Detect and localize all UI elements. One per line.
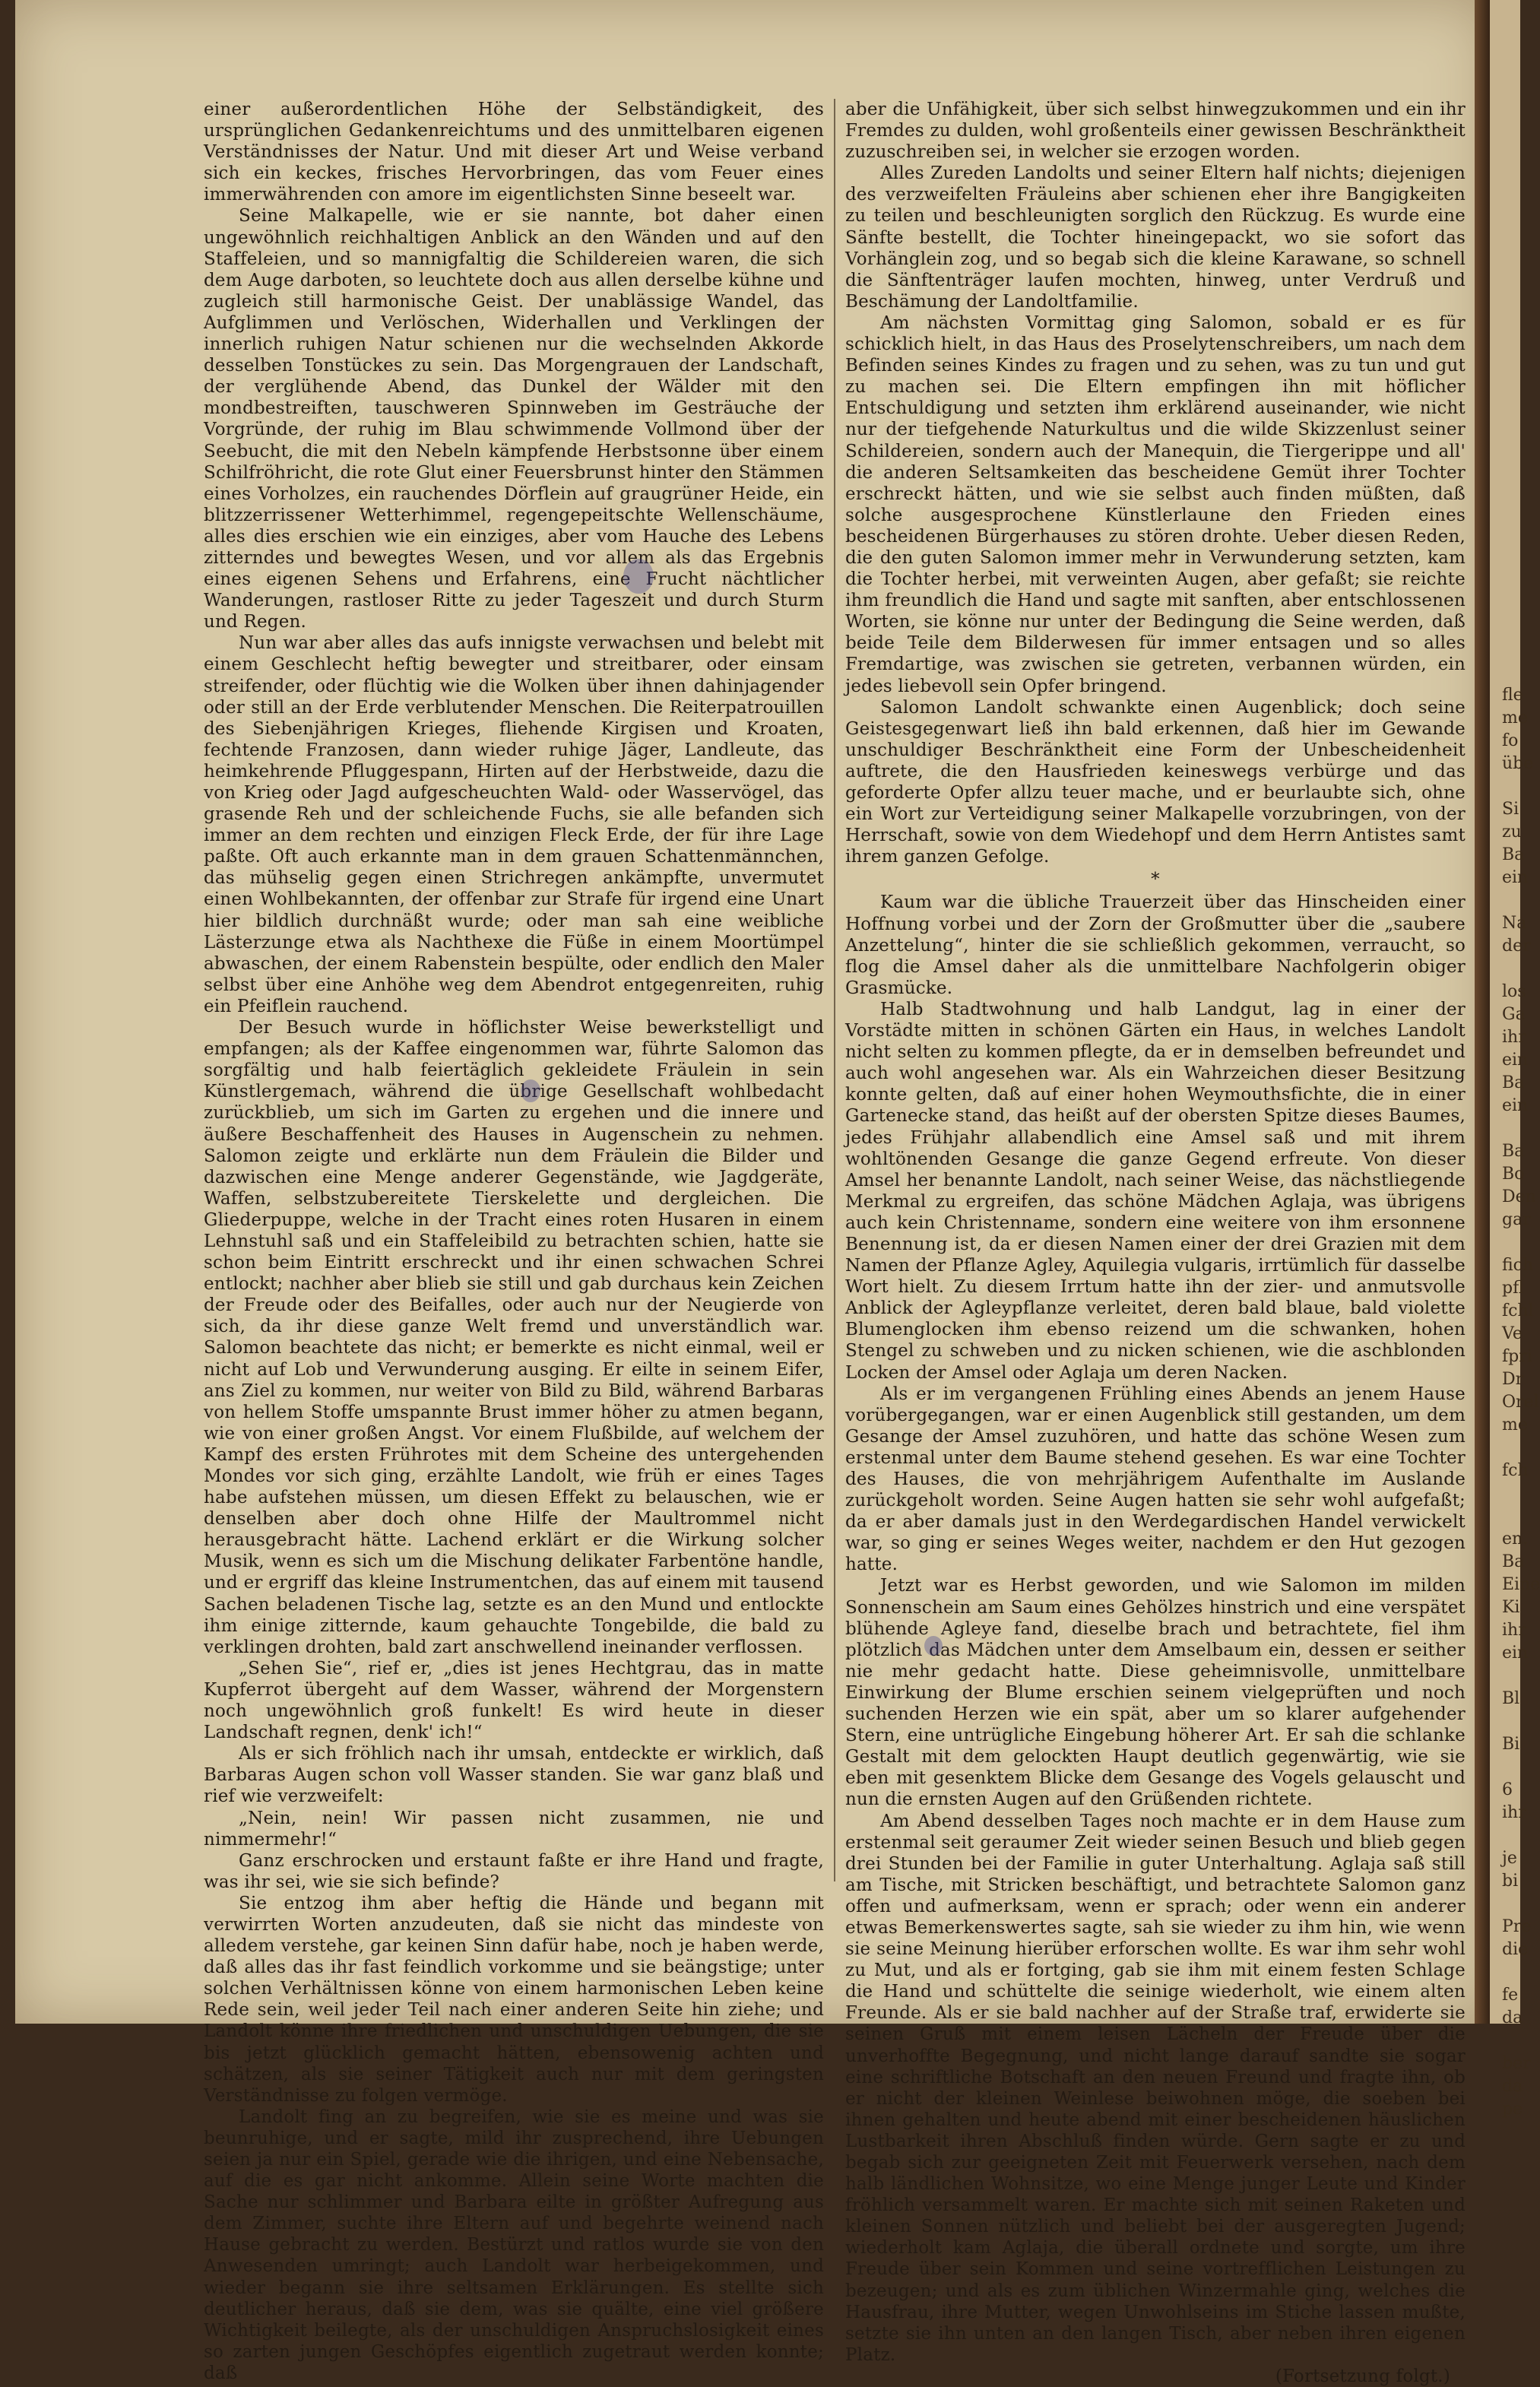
paragraph: Am nächsten Vormittag ging Salomon, sobald er es für schicklich hielt, in das Haus des Proselytenschreibers, um nach dem Befinden seines Kindes zu fragen und zu sehen, was zu tun und gut zu machen sei. Die Eltern empfingen ihn mit höflicher Entschuldigung und setzten ihm erklärend auseinander, wie nicht nur der tiefgehende Naturkultus und die wilde Skizzenlust seiner Schildereien, sondern auch der Manequin, die Tiergerippe und all' die anderen Seltsamkeiten das bescheidene Gemüt ihrer Tochter erschreckt hätten, und wie sie selbst auch finden müßten, daß solche ausgesprochene Künstlerlaune den Frieden eines bescheidenen Bürgerhauses zu stören drohte. Ueber diesen Reden, die den guten Salomon immer mehr in Verwunderung setzten, kam die Tochter herbei, mit verweinten Augen, aber gefaßt; sie reichte ihm freundlich die Hand und sagte mit sanften, aber entschlossenen Worten, sie könne nur unter der Bedingung die Seine werden, daß beide Teile dem Bilderwesen für immer entsagen und so alles Fremdartige, was zwischen sie getreten, verbannen würden, ein jedes liebevoll sein Opfer bringend. — [845, 312, 1466, 696]
next-page-fragment: fle — [1502, 686, 1523, 705]
next-page-fragment: Pre — [1502, 1917, 1532, 1936]
next-page-fragment — [1496, 775, 1520, 798]
next-page-fragment: Bo — [1502, 1165, 1525, 1184]
next-page-fragment: ein — [1502, 1644, 1529, 1663]
next-page-fragment: Ve — [1502, 1324, 1523, 1343]
next-page-fragment: da — [1502, 2077, 1523, 2096]
next-page-fragment: je — [1502, 1849, 1517, 1868]
next-page-fragment: ihr — [1502, 1028, 1526, 1047]
next-page-fragment — [1496, 1756, 1520, 1779]
next-page-fragment: fpri — [1502, 1347, 1532, 1366]
next-page-fragment — [1496, 1505, 1520, 1528]
ink-stain — [924, 1636, 943, 1656]
next-page-fragment — [1496, 1232, 1520, 1254]
next-page-fragment: fchl — [1502, 1301, 1534, 1320]
next-page-fragment: 6 — [1502, 1780, 1513, 1799]
next-page-fragment: fo — [1502, 731, 1519, 750]
next-page-fragment: Bl — [1502, 1689, 1520, 1708]
next-page-fragment — [1496, 1437, 1520, 1460]
paragraph: aber die Unfähigkeit, über sich selbst hinwegzukommen und ein ihr Fremdes zu dulden, wohl großenteils einer gewissen Beschränktheit zuzuschreiben sei, in welcher sie erzogen worden. — [845, 100, 1466, 163]
adjacent-page-edge — [1490, 0, 1540, 2119]
next-page-fragment: Bi — [1502, 1735, 1520, 1754]
next-page-fragment: der — [1502, 937, 1531, 956]
next-page-fragment: ihr — [1502, 1803, 1526, 1822]
section-separator: * — [1151, 870, 1160, 890]
next-page-fragment: ein — [1502, 1051, 1529, 1070]
next-page-fragment: Ba — [1502, 1073, 1525, 1092]
next-page-fragment — [1496, 1893, 1520, 1916]
next-page-fragment: ber — [1502, 2054, 1531, 2073]
next-page-fragment — [1496, 889, 1520, 912]
paragraph: Nun war aber alles das aufs innigste verwachsen und belebt mit einem Geschlecht heftig bewegter und streitbarer, oder einsam streifender, oder flüchtig wie die Wolken über ihnen dahinjagender oder still an der Erde verblutender Menschen. Die Reiterpatrouillen des Siebenjährigen Krieges, fliehende Kirgisen und Kroaten, fechtende Franzosen, dann wieder ruhige Jäger, Landleute, das heimkehrende Pfluggespann, Hirten auf der Herbstweide, dazu die von Krieg oder Jagd aufgescheuchten Wald- oder Wasservögel, das grasende Reh und der schleichende Fuchs, sie alle befanden sich immer an dem rechten und einzigen Fleck Erde, der für ihre Lage paßte. Oft auch erkannte man in dem grauen Schattenmännchen, das mühselig gegen einen Strichregen ankämpfte, unvermutet einen Wohlbekannten, der offenbar zur Strafe für irgend eine Unart hier bildlich durchnäßt wurde; oder man sah eine weibliche Lästerzunge etwa als Nachthexe die Füße in einem Moortümpel abwaschen, der einem Rabenstein bespülte, oder endlich den Maler selbst über eine Anhöhe weg dem Abendrot entgegenreiten, ruhig ein Pfeiflein rauchend. — [204, 633, 824, 1016]
next-page-fragment: ein — [1502, 1096, 1529, 1115]
next-page-fragment: los — [1502, 982, 1526, 1001]
next-page-fragment: übe — [1502, 754, 1534, 773]
paragraph: Sie entzog ihm aber heftig die Hände und begann mit verwirrten Worten anzudeuten, daß sie nicht das mindeste von alledem verstehe, gar keinen Sinn dafür habe, noch je haben werde, daß alles das ihr fast feindlich vorkomme und sie beängstige; unter solchen Verhältnissen könne von einem harmonischen Leben keine Rede sein, weil jeder Teil nach einer anderen Seite hin ziehe; und Landolt könne ihre friedlichen und unschuldigen Uebungen, die sie bis jetzt glücklich gemacht hätten, ebensowenig achten und schätzen, als sie seiner Tätigkeit auch nur mit dem geringsten Verständnisse zu folgen vermöge. — [204, 1893, 824, 2106]
paragraph: Kaum war die übliche Trauerzeit über das Hinscheiden einer Hoffnung vorbei und der Zorn der Großmutter über die „saubere Anzettelung“, hinter die sie schließlich gekommen, verraucht, so flog die Amsel daher als die unmittelbare Nachfolgerin obiger Grasmücke. — [845, 892, 1466, 998]
paragraph: Als er sich fröhlich nach ihr umsah, entdeckte er wirklich, daß Barbaras Augen schon voll Wasser standen. Sie war ganz blaß und rief wie verzweifelt: — [204, 1744, 824, 1807]
next-page-fragment — [1496, 1117, 1520, 1140]
next-page-fragment: Si — [1502, 800, 1519, 819]
right-column — [845, 99, 1466, 2386]
paragraph: „Nein, nein! Wir passen nicht zusammen, nie und nimmermehr!“ — [204, 1808, 824, 1850]
paragraph: Jetzt war es Herbst geworden, und wie Salomon im milden Sonnenschein am Saum eines Gehölzes hinstrich und eine verspätet blühende Agleye fand, dieselbe brach und betrachtete, fiel ihm plötzlich das Mädchen unter dem Amselbaum ein, dessen er seither nie mehr gedacht hatte. Diese geheimnisvolle, unmittelbare Einwirkung der Blume erschien seinem vielgeprüften und noch suchenden Herzen wie ein spät, aber um so klarer aufgehender Stern, eine untrügliche Eingebung höherer Art. Er sah die schlanke Gestalt mit dem gelockten Haupt deutlich gegenwärtig, wie sie eben mit gesenktem Blicke dem Gesange des Vogels gelauscht und nun die ernsten Augen auf den Grüßenden richtete. — [845, 1576, 1466, 1810]
next-page-fragment: ihr — [1502, 1621, 1526, 1640]
next-page-fragment: me — [1502, 708, 1528, 728]
next-page-fragment: Dr — [1502, 1370, 1524, 1389]
ink-stain — [521, 1079, 540, 1102]
left-column — [204, 99, 824, 2383]
paragraph: Alles Zureden Landolts und seiner Eltern half nichts; diejenigen des verzweifelten Fräuleins aber schienen eher ihre Bangigkeiten zu teilen und beschleunigten sorglich den Rückzug. Es wurde eine Sänfte bestellt, die Tochter hineingepackt, wo sie sofort das Vorhänglein zog, und so begab sich die kleine Karawane, so schnell die Sänftenträger laufen mochten, hinweg, unter Verdruß und Beschämung der Landoltfamilie. — [845, 163, 1466, 312]
next-page-fragment: bi — [1502, 1872, 1519, 1891]
column-divider — [834, 99, 835, 1881]
next-page-fragment — [1496, 1482, 1520, 1505]
next-page-fragment: Den — [1502, 1187, 1536, 1206]
next-page-fragment — [1496, 958, 1520, 981]
next-page-fragment — [1496, 1824, 1520, 1847]
next-page-fragment: fich — [1502, 1256, 1534, 1275]
next-page-fragment: Ga — [1502, 1005, 1526, 1024]
paragraph: Am Abend desselben Tages noch machte er in dem Hause zum erstenmal seit geraumer Zeit wieder seinen Besuch und blieb gegen drei Stunden bei der Familie in guter Unterhaltung. Aglaja saß still am Tische, mit Stricken beschäftigt, und betrachtete Salomon ganz offen und aufmerksam, wenn er sprach; oder wenn ein anderer etwas Bemerkenswertes sagte, sah sie wieder zu ihm hin, wie wenn sie seine Meinung hierüber erforschen wollte. Es war ihm sehr wohl zu Mut, und als er fortging, gab sie ihm mit einem festen Schlage die Hand und schüttelte die seinige wiederholt, wie einem alten Freunde. Als er sie bald nachher auf der Straße traf, erwiderte sie seinen Gruß mit einem leisen Lächeln der Freude über die unverhoffte Begegnung, und nicht lange darauf sandte sie sogar eine schriftliche Botschaft an den neuen Freund und fragte ihn, ob er nicht der kleinen Weinlese beiwohnen möge, die soeben bei ihnen gehalten und heute abend mit einer bescheidenen häuslichen Lustbarkeit ihren Abschluß finden würde. Gern sagte er zu und begab sich zur geeigneten Zeit mit Feuerwerk versehen, nach dem halb ländlichen Wohnsitze, wo eine Menge junger Leute und Kinder fröhlich versammelt waren. Er machte sich mit seinen Raketen und kleinen Sonnen nützlich und beliebt bei der ausgeregten Jugend; wiederholt kam Aglaja, die überall ordnete und sorgte, um ihre Freude über sein Kommen und seine vortrefflichen Leistungen zu bezeugen; und als es zum üblichen Winzermahle ging, welches die Hausfrau, ihre Mutter, wegen Unwohlseins im Stiche lassen mußte, setzte sie ihn unten an den langen Tisch, aber neben ihren eigenen Platz. — [845, 1811, 1466, 2365]
next-page-fragment: pfl — [1502, 1279, 1524, 1298]
newspaper-page — [15, 0, 1490, 2386]
next-page-fragment: Ba — [1502, 1142, 1525, 1161]
next-page-fragment: Na — [1502, 914, 1527, 933]
next-page-fragment: en. — [1502, 1530, 1529, 1549]
next-page-fragment: ein — [1502, 868, 1529, 887]
next-page-fragment: pe — [1502, 2100, 1523, 2119]
paragraph: Seine Malkapelle, wie er sie nannte, bot daher einen ungewöhnlich reichhaltigen Anblick an den Wänden und auf den Staffeleien, und so mannigfaltig die Schildereien waren, die sich dem Auge darboten, so leuchtete doch aus allen derselbe kühne und zugleich still harmonische Geist. Der unablässige Wandel, das Aufglimmen und Verlöschen, Widerhallen und Verklingen der innerlich ruhigen Natur schienen nur die wechselnden Akkorde desselben Tonstückes zu sein. Das Morgengrauen der Landschaft, der verglühende Abend, das Dunkel der Wälder mit den mondbestreiften, tauschweren Spinnweben im Gesträuche der Vorgründe, der ruhig im Blau schwimmende Vollmond über der Seebucht, die mit den Nebeln kämpfende Herbstsonne über einem Schilfröhricht, die rote Glut einer Feuersbrunst hinter den Stämmen eines Vorholzes, ein rauchendes Dörflein auf graugrüner Heide, ein blitzzerrissener Wetterhimmel, regengepeitschte Wellenschäume, alles dies erschien wie ein einziges, aber vom Hauche des Lebens zitterndes und bewegtes Wesen, und vor allem als das Ergebnis eines eigenen Sehens und Erfahrens, eine Frucht nächtlicher Wanderungen, rastloser Ritte zu jeder Tageszeit und durch Sturm und Regen. — [204, 206, 824, 632]
next-page-fragment: die — [1502, 1940, 1529, 1959]
next-page-fragment — [1496, 1961, 1520, 1984]
next-page-fragment: Ba — [1502, 845, 1525, 864]
ink-stain — [623, 559, 654, 594]
paragraph: Ganz erschrocken und erstaunt faßte er ihre Hand und fragte, was ihr sei, wie sie sich befinde? — [204, 1850, 824, 1892]
next-page-fragment: me — [1502, 1415, 1528, 1434]
next-page-fragment — [1496, 2030, 1520, 2053]
next-page-fragment: fch — [1502, 1461, 1529, 1480]
next-page-fragment: Ki — [1502, 1598, 1520, 1617]
next-page-fragment: Orel — [1502, 1393, 1539, 1412]
next-page-fragment — [1496, 1665, 1520, 1688]
paragraph: „Sehen Sie“, rief er, „dies ist jenes Hechtgrau, das in matte Kupferrot übergeht auf dem Wasser, während der Morgenstern noch ungewöhnlich groß funkelt! Es wird heute in dieser Landschaft regnen, denk' ich!“ — [204, 1658, 824, 1743]
paragraph: Als er im vergangenen Frühling eines Abends an jenem Hause vorübergegangen, war er einen Augenblick still gestanden, um dem Gesange der Amsel zuzuhören, und hatte das schöne Wesen zum erstenmal unter dem Baume stehend gesehen. Es war eine Tochter des Hauses, die von mehrjährigem Aufenthalte im Auslande zurückgeholt worden. Seine Augen hatten sie sehr wohl aufgefaßt; da er aber damals just in den Werdegardischen Handel verwickelt war, so ging er seines Weges weiter, nachdem er den Hut gezogen hatte. — [845, 1384, 1466, 1575]
next-page-fragment — [1496, 1710, 1520, 1733]
paragraph: Landolt fing an zu begreifen, wie sie es meine und was sie beunruhige, und er sagte, mild ihr zusprechend, ihre Uebungen seien ja nur ein Spiel, gerade wie die ihrigen, und eine Nebensache, auf die es gar nicht ankomme. Allein seine Worte machten die Sache nur schlimmer und Barbara eilte in größter Aufregung aus dem Zimmer, suchte ihre Eltern auf und begehrte weinend nach Hause gebracht zu werden. Bestürzt und ratlos wurde sie von den Anwesenden umringt; auch Landolt war herbeigekommen, und wieder begann sie ihre seltsamen Erklärungen. Es stellte sich deutlicher heraus, daß sie dem, was sie quälte, eine viel größere Wichtigkeit beilegte, als der unschuldigen Anspruchslosigkeit eines so zarten jungen Geschöpfes eigentlich zugetraut werden konnte; daß — [204, 2106, 824, 2383]
paragraph: Salomon Landolt schwankte einen Augenblick; doch seine Geistesgegenwart ließ ihn bald erkennen, daß hier im Gewande unschuldiger Beschränktheit eine Form der Unbescheidenheit auftrete, die den Hausfrieden keineswegs verbürge und das geforderte Opfer allzu teuer mache, und er beurlaubte sich, ohne ein Wort zur Verteidigung seiner Malkapelle vorzubringen, von der Herrschaft, sowie von dem Wiedehopf und dem Herrn Antistes samt ihrem ganzen Gefolge. — [845, 697, 1466, 867]
next-page-fragment: gar — [1502, 1210, 1531, 1229]
next-page-fragment: fe — [1502, 1986, 1519, 2005]
continuation-note: (Fortsetzung folgt.) — [1275, 2366, 1450, 2386]
paragraph: Halb Stadtwohnung und halb Landgut, lag in einer der Vorstädte mitten in schönen Gärten ein Haus, in welches Landolt nicht selten zu kommen pflegte, da er in demselben befreundet und auch wohl angesehen war. Als ein Wahrzeichen dieser Besitzung konnte gelten, daß auf einer hohen Weymouthsfichte, die in einer Gartenecke stand, das heißt auf der obersten Spitze dieses Baumes, jedes Frühjahr allabendlich eine Amsel saß und mit ihrem wohltönenden Gesange die ganze Gegend erfreute. Von dieser Amsel her benannte Landolt, nach seiner Weise, das nächstliegende Merkmal zu ergreifen, das schöne Mädchen Aglaja, was übrigens auch kein Christenname, sondern eine weitere von ihm ersonnene Benennung ist, da er diesen Namen einer der drei Grazien mit dem Namen der Pflanze Agley, Aquilegia vulgaris, irrtümlich für dasselbe Wort hielt. Zu diesem Irrtum hatte ihn der zier- und anmutsvolle Anblick der Agleypflanze verleitet, deren bald blaue, bald violette Blumenglocken ihm ebenso reizend um die schwanken, hohen Stengel zu schweben und zu nicken schienen, wie die aschblonden Locken der Amsel oder Aglaja um deren Nacken. — [845, 999, 1466, 1383]
paragraph: Der Besuch wurde in höflichster Weise bewerkstelligt und empfangen; als der Kaffee eingenommen war, führte Salomon das sorgfältig und halb feiertäglich gekleidete Fräulein in sein Künstlergemach, während die übrige Gesellschaft wohlbedacht zurückblieb, um sich im Garten zu ergehen und die innere und äußere Beschaffenheit des Hauses in Augenschein zu nehmen. Salomon zeigte und erklärte nun dem Fräulein die Bilder und dazwischen eine Menge anderer Gegenstände, wie Jagdgeräte, Waffen, selbstzubereitete Tierskelette und dergleichen. Die Gliederpuppe, welche in der Tracht eines roten Husaren in einem Lehnstuhl saß und ein Staffeleibild zu betrachten schien, hatte sie schon beim Eintritt erschreckt und ihr einen schwachen Schrei entlockt; nachher aber blieb sie still und gab durchaus kein Zeichen der Freude oder des Beifalles, oder auch nur der Neugierde von sich, da ihr diese ganze Welt fremd und unverständlich war. Salomon beachtete das nicht; er bemerkte es nicht einmal, weil er nicht auf Lob und Verwunderung ausging. Er eilte in seinem Eifer, ans Ziel zu kommen, nur weiter von Bild zu Bild, während Barbaras von hellem Stoffe umspannte Brust immer höher zu atmen begann, wie von einer großen Angst. Vor einem Flußbilde, auf welchem der Kampf des ersten Frührotes mit dem Scheine des untergehenden Mondes vor sich ging, erzählte Landolt, wie früh er eines Tages habe aufstehen müssen, um diesen Effekt zu belauschen, wie er denselben aber doch ohne Hilfe der Maultrommel nicht herausgebracht hätte. Lachend erklärt er die Wirkung solcher Musik, wenn es sich um die Mischung delikater Farbentöne handle, und er ergriff das kleine Instrumentchen, das auf einem mit tausend Sachen beladenen Tische lag, setzte es an den Mund und entlockte ihm einige zitternde, kaum gehauchte Tongebilde, die bald zu verklingen drohten, bald zart anschwellend ineinander verflossen. — [204, 1018, 824, 1657]
next-page-fragment: zu — [1502, 823, 1522, 842]
next-page-fragment: Eine — [1502, 1575, 1540, 1594]
next-page-fragment: da — [1502, 2008, 1523, 2027]
next-page-fragment: Ba — [1502, 1552, 1525, 1571]
paragraph: einer außerordentlichen Höhe der Selbständigkeit, des ursprünglichen Gedankenreichtums und des unmittelbaren eigenen Verständnisses der Natur. Und mit dieser Art und Weise verband sich ein keckes, frisches Hervorbringen, das vom Feuer eines immerwährenden con amore im eigentlichsten Sinne beseelt war. — [204, 100, 824, 205]
